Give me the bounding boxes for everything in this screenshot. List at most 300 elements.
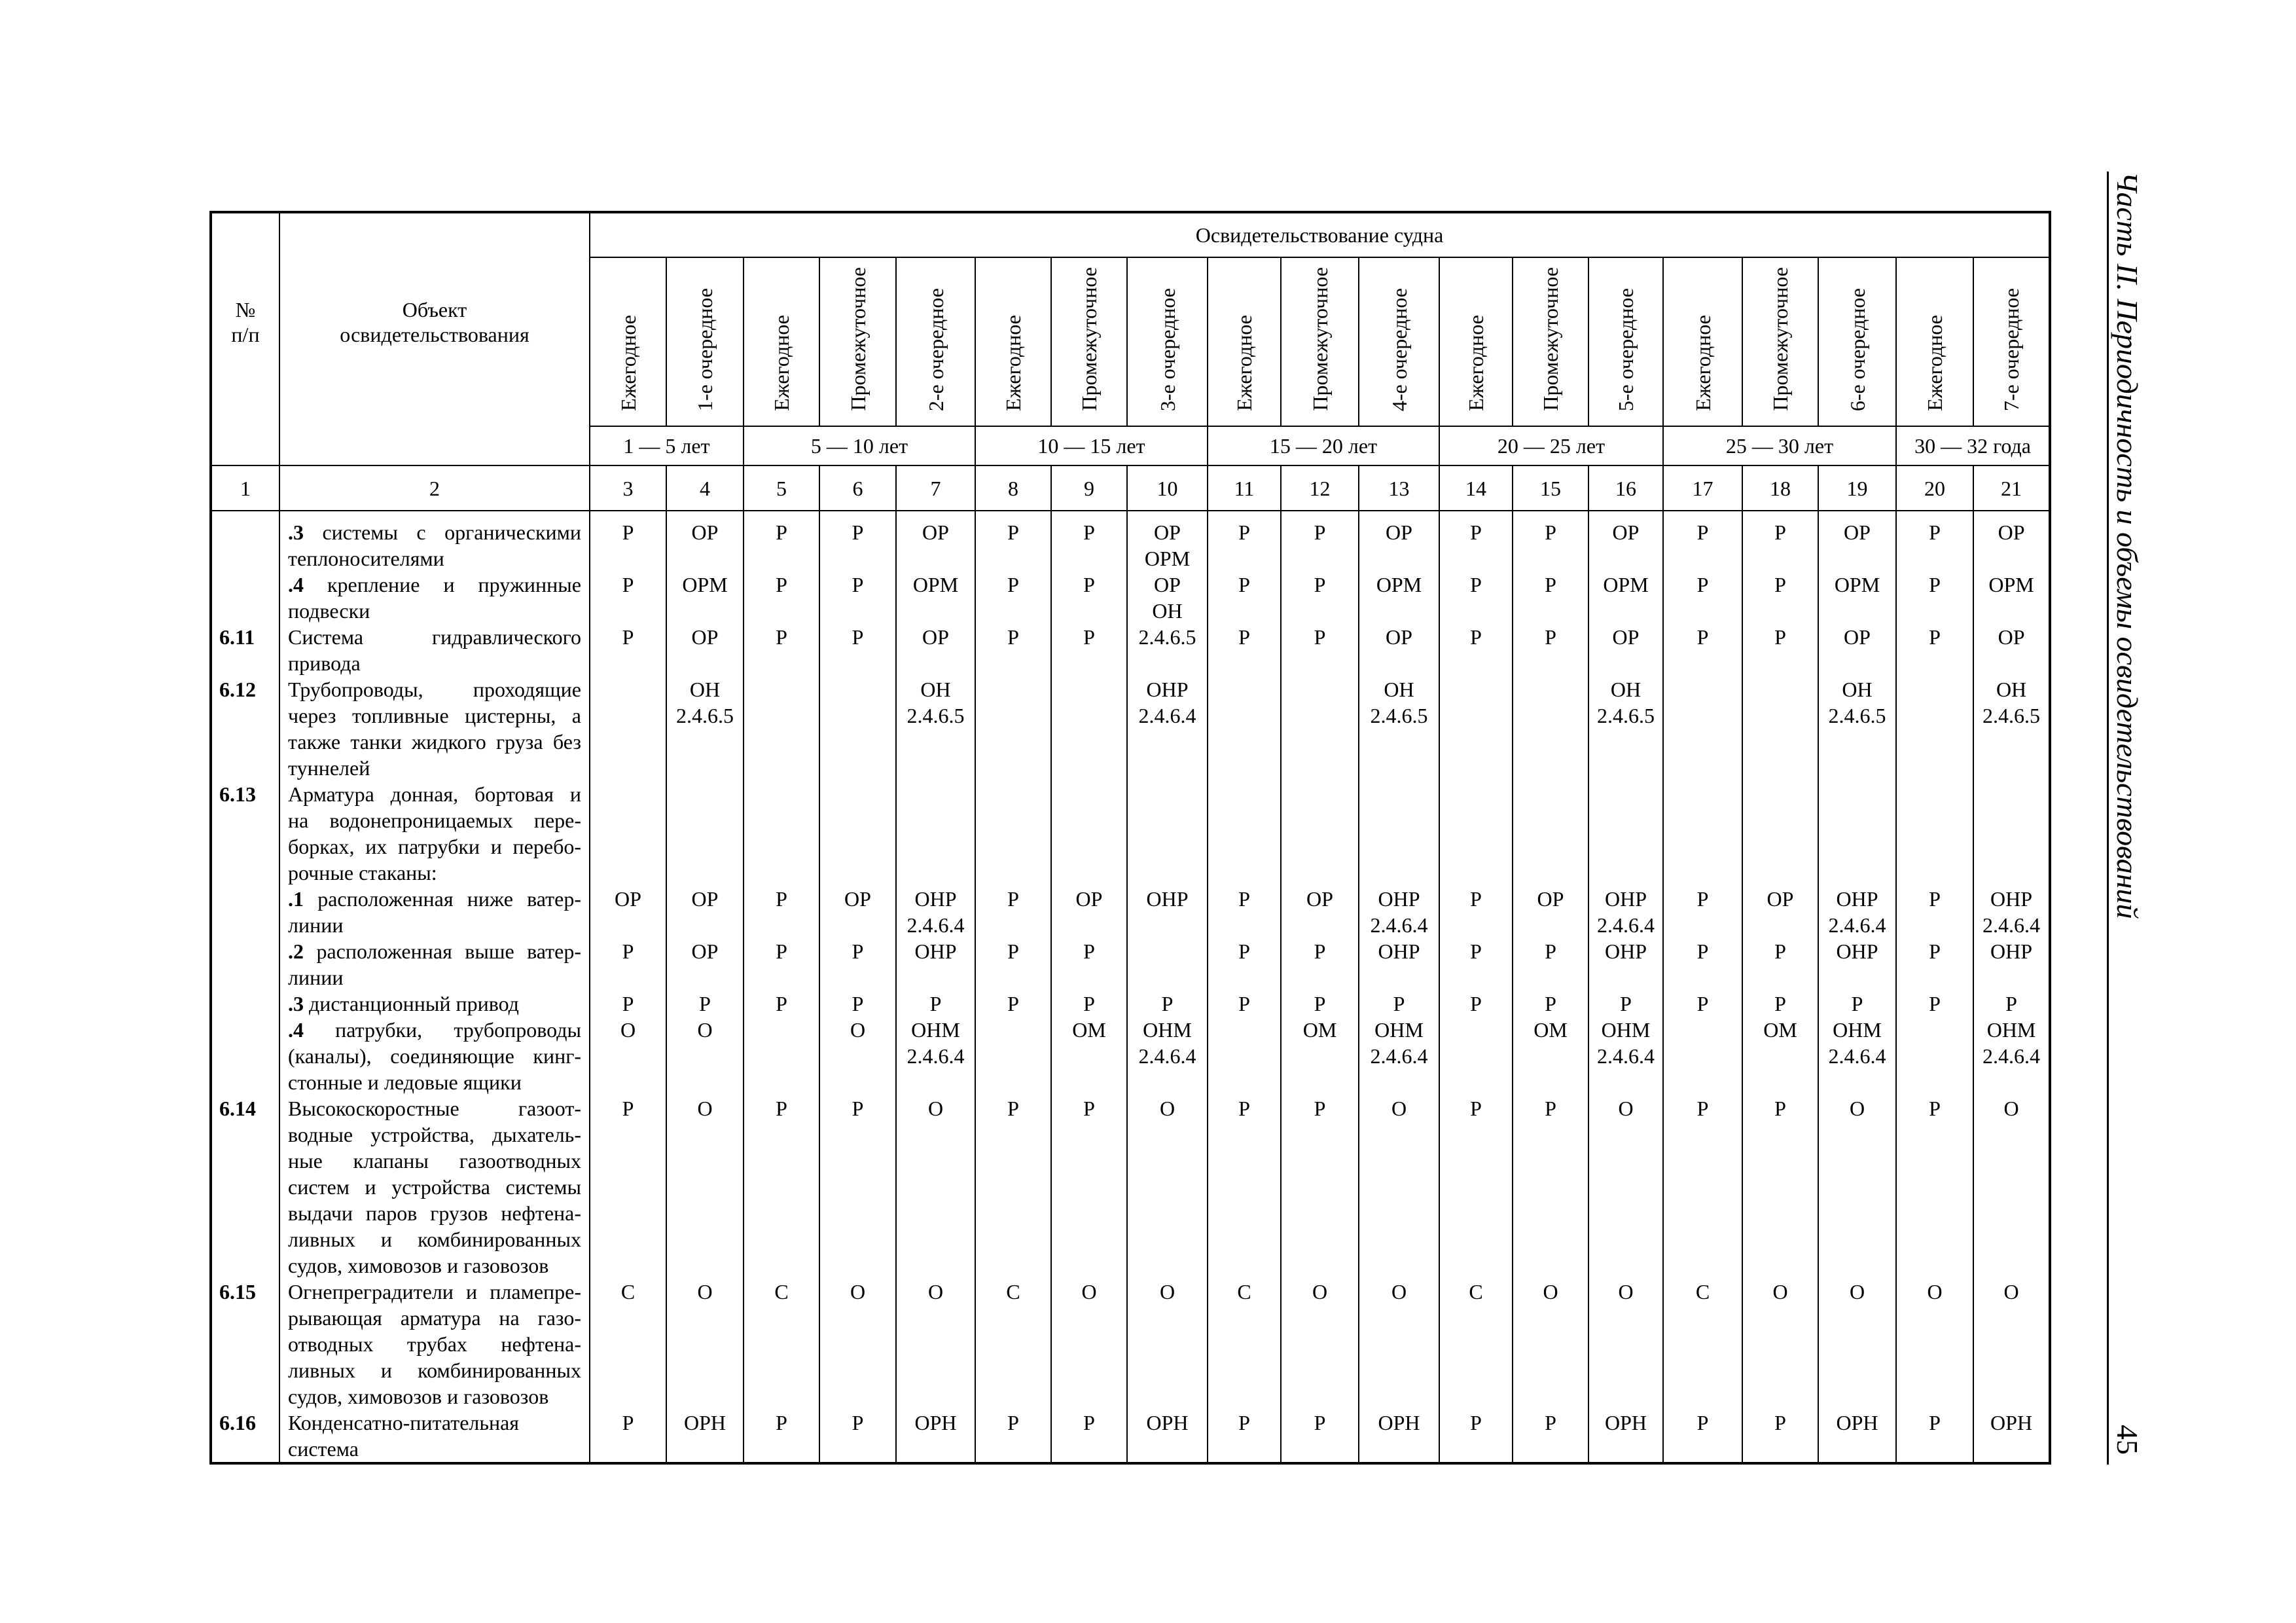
row-number xyxy=(211,938,279,991)
object-text: выдачи паров грузов нефтена- xyxy=(288,1201,581,1225)
value-line: Р xyxy=(1774,939,1786,963)
value-cell xyxy=(1973,781,2050,886)
value-cell xyxy=(1281,511,1359,572)
value-cell xyxy=(1281,781,1359,886)
value-cell xyxy=(1439,676,1513,781)
value-line: С xyxy=(1006,1280,1020,1304)
value-cell xyxy=(1588,511,1663,572)
value-line: Р xyxy=(1314,939,1326,963)
object-cell xyxy=(279,886,590,938)
value-cell xyxy=(819,572,896,624)
value-line: Р xyxy=(1470,625,1482,649)
value-cell xyxy=(744,938,819,991)
value-line: Р xyxy=(1238,939,1250,963)
value-cell xyxy=(666,886,744,938)
header-survey-type xyxy=(1208,257,1281,426)
value-line: ОН xyxy=(1610,678,1641,701)
value-cell xyxy=(1513,572,1588,624)
value-cell xyxy=(975,938,1051,991)
value-line: Р xyxy=(776,992,787,1015)
value-line: О xyxy=(1159,1280,1175,1304)
value-line: С xyxy=(1695,1280,1710,1304)
value-line: Р xyxy=(622,992,634,1015)
value-cell xyxy=(975,572,1051,624)
header-column-number: 7 xyxy=(896,465,975,511)
value-line: Р xyxy=(622,1411,634,1434)
value-cell xyxy=(1208,1095,1281,1279)
value-cell xyxy=(975,781,1051,886)
header-column-number: 16 xyxy=(1588,465,1663,511)
value-cell xyxy=(1588,624,1663,676)
object-text: ливных и комбинированных xyxy=(288,1359,581,1382)
value-cell xyxy=(1127,1017,1208,1095)
value-cell xyxy=(1663,938,1742,991)
value-cell xyxy=(819,1095,896,1279)
value-line: 2.4.6.5 xyxy=(1982,704,2041,727)
value-cell xyxy=(1208,938,1281,991)
value-line: ОН xyxy=(1152,599,1183,623)
value-cell xyxy=(1896,624,1973,676)
value-line: С xyxy=(620,1280,636,1304)
object-text: на водонепроницаемых пере- xyxy=(288,809,581,832)
object-line xyxy=(288,1279,581,1305)
value-line: ОНР xyxy=(1146,678,1189,701)
value-cell xyxy=(744,1017,819,1095)
object-text: водные устройства, дыхатель- xyxy=(288,1123,581,1146)
value-line: Р xyxy=(1314,520,1326,544)
value-line: ОНР xyxy=(914,887,957,911)
sub-item-marker: .1 xyxy=(288,887,304,911)
value-cell xyxy=(1051,676,1127,781)
value-line: ОРН xyxy=(1990,1411,2033,1434)
object-text: судов, химовозов и газовозов xyxy=(288,1254,549,1277)
object-line xyxy=(288,991,581,1017)
value-cell xyxy=(819,781,896,886)
value-cell xyxy=(896,676,975,781)
header-period: 15 — 20 лет xyxy=(1208,426,1439,465)
value-cell xyxy=(1127,676,1208,781)
survey-type-label: Промежуточное xyxy=(846,267,870,411)
object-line xyxy=(288,1410,581,1436)
value-line: Р xyxy=(2005,992,2017,1015)
value-cell xyxy=(590,886,666,938)
header-number-line: п/п xyxy=(231,323,260,346)
value-line: Р xyxy=(622,1097,634,1120)
value-line: ОР xyxy=(1386,625,1412,649)
header-column-number: 19 xyxy=(1818,465,1896,511)
object-text: расположенная ниже ватер- xyxy=(317,887,581,911)
value-cell xyxy=(819,511,896,572)
value-cell xyxy=(1663,511,1742,572)
object-text: Трубопроводы, проходящие xyxy=(288,678,581,701)
value-cell xyxy=(896,1410,975,1463)
value-cell xyxy=(1208,1279,1281,1410)
value-line: 2.4.6.4 xyxy=(1370,1044,1428,1068)
value-line: Р xyxy=(1774,992,1786,1015)
header-survey-type xyxy=(590,257,666,426)
value-cell xyxy=(975,1279,1051,1410)
survey-type-label: 7-е очередное xyxy=(2000,287,2024,411)
value-line: ОР xyxy=(1154,520,1181,544)
object-text: Арматура донная, бортовая и xyxy=(288,782,581,806)
value-cell xyxy=(1359,886,1439,938)
sub-item-marker: .4 xyxy=(288,1018,304,1042)
value-cell xyxy=(1896,1017,1973,1095)
value-line: Р xyxy=(1238,887,1250,911)
object-line xyxy=(288,1357,581,1383)
value-line: ОНМ xyxy=(1833,1018,1882,1042)
value-line: О xyxy=(1772,1280,1788,1304)
value-line: Р xyxy=(1083,520,1095,544)
value-line: ОН xyxy=(689,678,721,701)
value-cell xyxy=(1818,511,1896,572)
value-line: ОНМ xyxy=(1143,1018,1192,1042)
value-cell xyxy=(896,624,975,676)
value-cell xyxy=(975,1095,1051,1279)
value-line: ОРН xyxy=(683,1411,726,1434)
object-line xyxy=(288,781,581,807)
value-line: Р xyxy=(1774,1411,1786,1434)
value-cell xyxy=(1439,886,1513,938)
header-survey-type xyxy=(744,257,819,426)
header-column-number: 17 xyxy=(1663,465,1742,511)
header-period: 30 — 32 года xyxy=(1896,426,2050,465)
value-cell xyxy=(590,991,666,1017)
object-text: Система гидравлического xyxy=(288,625,581,649)
survey-type-label: Ежегодное xyxy=(770,315,793,411)
value-line: ОНР xyxy=(1604,887,1647,911)
value-cell xyxy=(590,1095,666,1279)
value-cell xyxy=(1439,1279,1513,1410)
value-line: О xyxy=(1618,1097,1634,1120)
object-text: крепление и пружинные xyxy=(327,573,581,596)
value-line: ОРН xyxy=(914,1411,957,1434)
header-column-number: 8 xyxy=(975,465,1051,511)
value-line: Р xyxy=(1238,625,1250,649)
value-cell xyxy=(744,781,819,886)
table-row xyxy=(211,1410,2050,1463)
object-line xyxy=(288,1069,581,1095)
object-text: также танки жидкого груза без xyxy=(288,730,581,754)
header-column-number: 13 xyxy=(1359,465,1439,511)
value-cell xyxy=(896,1279,975,1410)
value-line: С xyxy=(774,1280,789,1304)
value-cell xyxy=(666,1017,744,1095)
object-line xyxy=(288,519,581,545)
value-line: Р xyxy=(776,625,787,649)
header-column-number: 5 xyxy=(744,465,819,511)
header-survey-type xyxy=(1896,257,1973,426)
value-cell xyxy=(1973,511,2050,572)
value-line: О xyxy=(2003,1280,2019,1304)
row-number: 6.15 xyxy=(211,1279,279,1410)
value-cell xyxy=(744,511,819,572)
value-line: Р xyxy=(1696,520,1709,544)
value-cell xyxy=(1359,1095,1439,1279)
survey-type-label: Промежуточное xyxy=(1768,267,1792,411)
object-text: дистанционный привод xyxy=(309,992,519,1015)
value-line: ОНР xyxy=(1990,939,2033,963)
object-line xyxy=(288,833,581,860)
value-line: ОНР xyxy=(1378,887,1420,911)
value-line: Р xyxy=(776,520,787,544)
value-cell xyxy=(819,886,896,938)
value-line: ОН xyxy=(920,678,951,701)
object-line xyxy=(288,624,581,650)
header-survey-type xyxy=(1818,257,1896,426)
value-cell xyxy=(666,511,744,572)
object-text: стонные и ледовые ящики xyxy=(288,1070,522,1094)
value-line: Р xyxy=(1083,573,1095,596)
value-line: ОР xyxy=(1306,887,1333,911)
value-cell xyxy=(975,1017,1051,1095)
value-line: Р xyxy=(776,573,787,596)
sub-item-marker: .2 xyxy=(288,939,304,963)
value-cell xyxy=(819,676,896,781)
value-cell xyxy=(1439,624,1513,676)
table-row xyxy=(211,781,2050,886)
value-line: Р xyxy=(1774,1097,1786,1120)
value-line: 2.4.6.4 xyxy=(1597,1044,1655,1068)
header-survey-type xyxy=(1513,257,1588,426)
value-cell xyxy=(1513,511,1588,572)
object-cell xyxy=(279,624,590,676)
value-line: Р xyxy=(1929,887,1941,911)
value-line: Р xyxy=(776,939,787,963)
value-cell xyxy=(1513,1410,1588,1463)
survey-type-label: Ежегодное xyxy=(1464,315,1488,411)
value-cell xyxy=(666,991,744,1017)
object-text: Конденсатно-питательная xyxy=(288,1411,520,1434)
value-line: С xyxy=(1469,1280,1483,1304)
value-line: Р xyxy=(1545,625,1556,649)
value-line: 2.4.6.4 xyxy=(1982,913,2041,937)
value-cell xyxy=(1208,511,1281,572)
value-line: ОР xyxy=(615,887,641,911)
object-text: через топливные цистерны, а xyxy=(288,704,581,727)
value-cell xyxy=(1439,511,1513,572)
value-line: Р xyxy=(1238,1411,1250,1434)
value-cell xyxy=(1051,1095,1127,1279)
value-cell xyxy=(975,624,1051,676)
value-cell xyxy=(975,886,1051,938)
value-cell xyxy=(1359,781,1439,886)
survey-type-label: 1-е очередное xyxy=(693,287,717,411)
object-line xyxy=(288,1095,581,1122)
table-row xyxy=(211,572,2050,624)
value-line: Р xyxy=(1007,939,1019,963)
value-line: Р xyxy=(1314,1411,1326,1434)
object-cell xyxy=(279,991,590,1017)
value-line: Р xyxy=(1007,887,1019,911)
value-cell xyxy=(1439,781,1513,886)
value-cell xyxy=(1663,1095,1742,1279)
value-line: ОНМ xyxy=(1986,1018,2036,1042)
value-cell xyxy=(1896,781,1973,886)
value-line: О xyxy=(697,1018,713,1042)
value-line: Р xyxy=(1007,1097,1019,1120)
value-line: ОМ xyxy=(1072,1018,1106,1042)
value-cell xyxy=(1818,624,1896,676)
value-line: Р xyxy=(1007,520,1019,544)
survey-type-label: 6-е очередное xyxy=(1845,287,1869,411)
value-line: ОР xyxy=(691,520,719,544)
value-cell xyxy=(819,1279,896,1410)
value-cell xyxy=(1663,991,1742,1017)
value-cell xyxy=(819,1017,896,1095)
value-cell xyxy=(975,676,1051,781)
value-cell xyxy=(1439,1410,1513,1463)
value-line: Р xyxy=(1620,992,1632,1015)
value-line: Р xyxy=(852,992,864,1015)
header-column-number: 14 xyxy=(1439,465,1513,511)
value-line: Р xyxy=(1696,887,1709,911)
value-line: ОНР xyxy=(914,939,957,963)
value-cell xyxy=(1973,1279,2050,1410)
value-cell xyxy=(1051,886,1127,938)
value-line: ОН xyxy=(1996,678,2027,701)
header-survey-type xyxy=(1588,257,1663,426)
value-cell xyxy=(1973,676,2050,781)
object-line xyxy=(288,1043,581,1069)
object-line xyxy=(288,702,581,729)
value-line: ОР xyxy=(691,939,719,963)
header-object-line: освидетельствования xyxy=(340,323,529,346)
value-cell xyxy=(1742,624,1818,676)
value-cell xyxy=(1051,1279,1127,1410)
value-line: О xyxy=(1849,1280,1865,1304)
value-line: 2.4.6.4 xyxy=(1370,913,1428,937)
value-line: Р xyxy=(1696,625,1709,649)
value-line: 2.4.6.4 xyxy=(1828,913,1886,937)
value-cell xyxy=(1896,572,1973,624)
row-number xyxy=(211,886,279,938)
value-line: ОР xyxy=(1998,625,2025,649)
survey-type-label: Ежегодное xyxy=(1001,315,1025,411)
object-line xyxy=(288,1226,581,1252)
value-cell xyxy=(1742,886,1818,938)
value-line: Р xyxy=(1929,520,1941,544)
value-cell xyxy=(744,1279,819,1410)
value-cell xyxy=(1127,1095,1208,1279)
header-survey-type xyxy=(819,257,896,426)
value-line: Р xyxy=(1083,992,1095,1015)
table-header xyxy=(211,212,2050,511)
value-cell xyxy=(744,991,819,1017)
value-cell xyxy=(1359,676,1439,781)
value-line: Р xyxy=(776,887,787,911)
object-cell xyxy=(279,1017,590,1095)
value-cell xyxy=(1208,1410,1281,1463)
header-survey-type xyxy=(975,257,1051,426)
object-text: рочные стаканы: xyxy=(288,861,437,884)
value-line: ОН xyxy=(1384,678,1414,701)
value-line: Р xyxy=(1083,939,1095,963)
object-text: система xyxy=(288,1437,359,1461)
header-number-line: № xyxy=(235,298,256,321)
value-line: ОРМ xyxy=(1376,573,1422,596)
value-line: Р xyxy=(1161,992,1174,1015)
value-cell xyxy=(1359,511,1439,572)
value-cell xyxy=(1663,676,1742,781)
object-line xyxy=(288,1436,581,1462)
value-cell xyxy=(1359,1279,1439,1410)
value-line: ОНМ xyxy=(911,1018,960,1042)
value-line: Р xyxy=(1083,625,1095,649)
header-survey-type xyxy=(1281,257,1359,426)
header-column-number: 2 xyxy=(279,465,590,511)
value-cell xyxy=(1281,1017,1359,1095)
value-cell xyxy=(1588,938,1663,991)
value-cell xyxy=(1359,938,1439,991)
header-survey-group: Освидетельствование судна xyxy=(590,212,2050,257)
value-cell xyxy=(1818,991,1896,1017)
value-cell xyxy=(666,1095,744,1279)
object-text: патрубки, трубопроводы xyxy=(335,1018,582,1042)
value-line: Р xyxy=(852,625,864,649)
value-line: ОНР xyxy=(1836,887,1878,911)
value-line: ОНР xyxy=(1836,939,1878,963)
value-cell xyxy=(1051,1410,1127,1463)
value-cell xyxy=(896,1095,975,1279)
value-line: 2.4.6.4 xyxy=(906,913,965,937)
value-cell xyxy=(1513,1095,1588,1279)
object-text: ливных и комбинированных xyxy=(288,1228,581,1251)
table-row xyxy=(211,886,2050,938)
value-cell xyxy=(1818,1095,1896,1279)
value-cell xyxy=(1663,572,1742,624)
header-number-col xyxy=(211,212,279,465)
header-survey-type xyxy=(1127,257,1208,426)
value-line: ОРН xyxy=(1836,1411,1878,1434)
value-line: ОМ xyxy=(1534,1018,1568,1042)
value-line: Р xyxy=(1929,939,1941,963)
value-cell xyxy=(1588,1279,1663,1410)
value-cell xyxy=(666,1410,744,1463)
value-line: Р xyxy=(1696,573,1709,596)
value-line: О xyxy=(1618,1280,1634,1304)
value-line: Р xyxy=(852,1411,864,1434)
object-text: привода xyxy=(288,651,361,675)
value-cell xyxy=(1127,938,1208,991)
value-line: ОР xyxy=(1612,625,1640,649)
header-survey-type xyxy=(1051,257,1127,426)
value-line: Р xyxy=(1007,992,1019,1015)
header-period: 20 — 25 лет xyxy=(1439,426,1663,465)
value-cell xyxy=(1359,1410,1439,1463)
value-line: Р xyxy=(1545,520,1556,544)
value-cell xyxy=(744,1095,819,1279)
row-number: 6.11 xyxy=(211,624,279,676)
value-cell xyxy=(1359,991,1439,1017)
value-cell xyxy=(1973,624,2050,676)
table-row xyxy=(211,991,2050,1017)
value-cell xyxy=(1896,1410,1973,1463)
running-header: Часть II. Периодичность и объемы освидетельствований xyxy=(2111,172,2144,919)
table-row xyxy=(211,676,2050,781)
value-line: ОР xyxy=(691,887,719,911)
value-line: О xyxy=(620,1018,636,1042)
value-cell xyxy=(1896,511,1973,572)
header-survey-type xyxy=(666,257,744,426)
header-column-number: 11 xyxy=(1208,465,1281,511)
value-cell xyxy=(1127,886,1208,938)
header-column-number: 6 xyxy=(819,465,896,511)
value-line: ОРМ xyxy=(1988,573,2034,596)
value-line: ОРН xyxy=(1604,1411,1647,1434)
table-row xyxy=(211,511,2050,572)
value-cell xyxy=(590,1017,666,1095)
